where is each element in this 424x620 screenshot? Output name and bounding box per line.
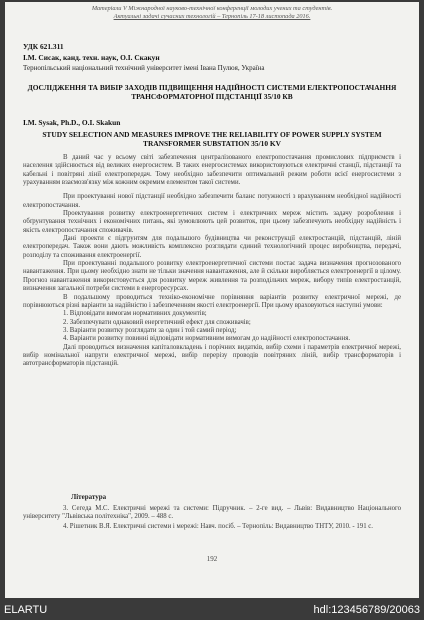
list-item: 1. Відповідати вимогам нормативних документів; bbox=[63, 310, 207, 318]
paragraph: В даний час у всьому світі забезпечення централізованого електропостачання промислових підприємств і населення здійснюється від великих енергосистем. В таких енергосистемах використовуються електричні станції, підстанції та кабельні і повітряні лінії електропередач. Тому необхідно забезпечити оптимальний режим роботи всієї енергосистеми з урахуванням взаємозв'язку між кожним окремим елементом такої системи. bbox=[23, 154, 401, 187]
reference-item: 3. Сегеда М.С. Електричні мережі та системи: Підручник. – 2-ге вид. – Львів: Видавництво Національного університету "Львівська політехніка", 2009. – 488 с. bbox=[23, 505, 401, 521]
references-title: Література bbox=[71, 493, 107, 501]
title-en: STUDY SELECTION AND MEASURES IMPROVE THE RELIABILITY OF POWER SUPPLY SYSTEM TRANSFORMER SUBSTATION 35/10 KV bbox=[42, 130, 382, 148]
paragraph: При проектуванні нової підстанції необхідно забезпечити баланс потужності з врахуванням необхідної надійності електропостачання. bbox=[23, 193, 401, 209]
title-uk: ДОСЛІДЖЕННЯ ТА ВИБІР ЗАХОДІВ ПІДВИЩЕННЯ НАДІЙНОСТІ СИСТЕМИ ЕЛЕКТРОПОСТАЧАННЯ ТРАНСФОРМАТОРНОЇ ПІДСТАНЦІЇ 35/10 КВ bbox=[27, 83, 397, 101]
document-page bbox=[5, 2, 419, 598]
authors-uk: І.М. Сисак, канд. техн. наук, О.І. Скакун bbox=[23, 53, 160, 62]
reference-item: 4. Рішетник В.Я. Електричні системи і мережі: Навч. посіб. – Тернопіль: Видавництво ТНТУ, 2010. - 191 с. bbox=[63, 522, 374, 530]
paragraph: В подальшому проводиться техніко-економічне порівняння варіантів розвитку електричної мережі, де порівнюються різні варіанти за надійністю і забезпеченням якості електроенергії. При цьому враховуються наступні умови: bbox=[23, 293, 401, 309]
handle-identifier[interactable]: hdl:123456789/20063 bbox=[313, 604, 420, 616]
list-item: 4. Варіанти розвитку повинні відповідати нормативним вимогам до надійності електропостачання. bbox=[63, 335, 351, 343]
repository-label: ELARTU bbox=[4, 604, 48, 616]
paragraph: Проектування розвитку електроенергетичних систем і електричних мереж містить задачу розроблення і обґрунтування технічних і економічних питань, які зумовлюють цей розвиток, при цьому забезпечують необхідну надійність і якість електропостачання споживачів. bbox=[23, 210, 401, 234]
paragraph: При проектуванні подальшого розвитку електроенергетичної системи постає задача визначення прогнозованого навантаження. При цьому необхідно знати не тільки значення навантаження, але й скільки виробляється електроенергії в цілому. Прогноз навантаження використовується для розвитку мереж живлення та розподільчих мереж, вибору типів електростанцій, визначення загальної потреби системи в енергоресурсах. bbox=[23, 260, 401, 293]
conference-header bbox=[5, 5, 419, 21]
affiliation: Тернопільський національний технічний університет імені Івана Пулюя, Україна bbox=[23, 64, 265, 72]
conditions-list bbox=[23, 310, 401, 343]
authors-en: I.M. Sysak, Ph.D., O.I. Skakun bbox=[23, 118, 121, 127]
header-line-1: Матеріали V Міжнародної науково-технічної конференції молодих учених та студентів. bbox=[91, 5, 333, 12]
references-list bbox=[23, 505, 401, 532]
article-body bbox=[23, 154, 401, 369]
paragraph: Дані проекти є підгрунтям для подальшого будівництва чи реконструкції електростанцій, підстанцій, ліній електропередач. Також вони дають можливість комплексно розглядати єдиний технологічний процес виробництва, передачі, розподілу та споживання електроенергії. bbox=[23, 235, 401, 259]
viewer-footer bbox=[0, 600, 424, 620]
page-number: 192 bbox=[206, 555, 218, 563]
list-item: 3. Варіанти розвитку розглядати за один і той самий період; bbox=[63, 326, 237, 334]
list-item: 2. Забезпечувати однаковий енергетичний ефект для споживачів; bbox=[63, 318, 251, 326]
header-line-2: Актуальні задачі сучасних технологій – Тернопіль 17-18 листопада 2016. bbox=[113, 13, 311, 20]
udc-code: УДК 621.311 bbox=[23, 42, 64, 51]
paragraph: Далі проводиться визначення капіталовкладень і порічних видатків, вибір схеми і параметрів електричної мережі, вибір номінальної напруги електричної мережі, вибір перерізу проводів повітряних ліній, вибір трансформаторів і автотрансформаторів підстанцій. bbox=[23, 343, 401, 368]
